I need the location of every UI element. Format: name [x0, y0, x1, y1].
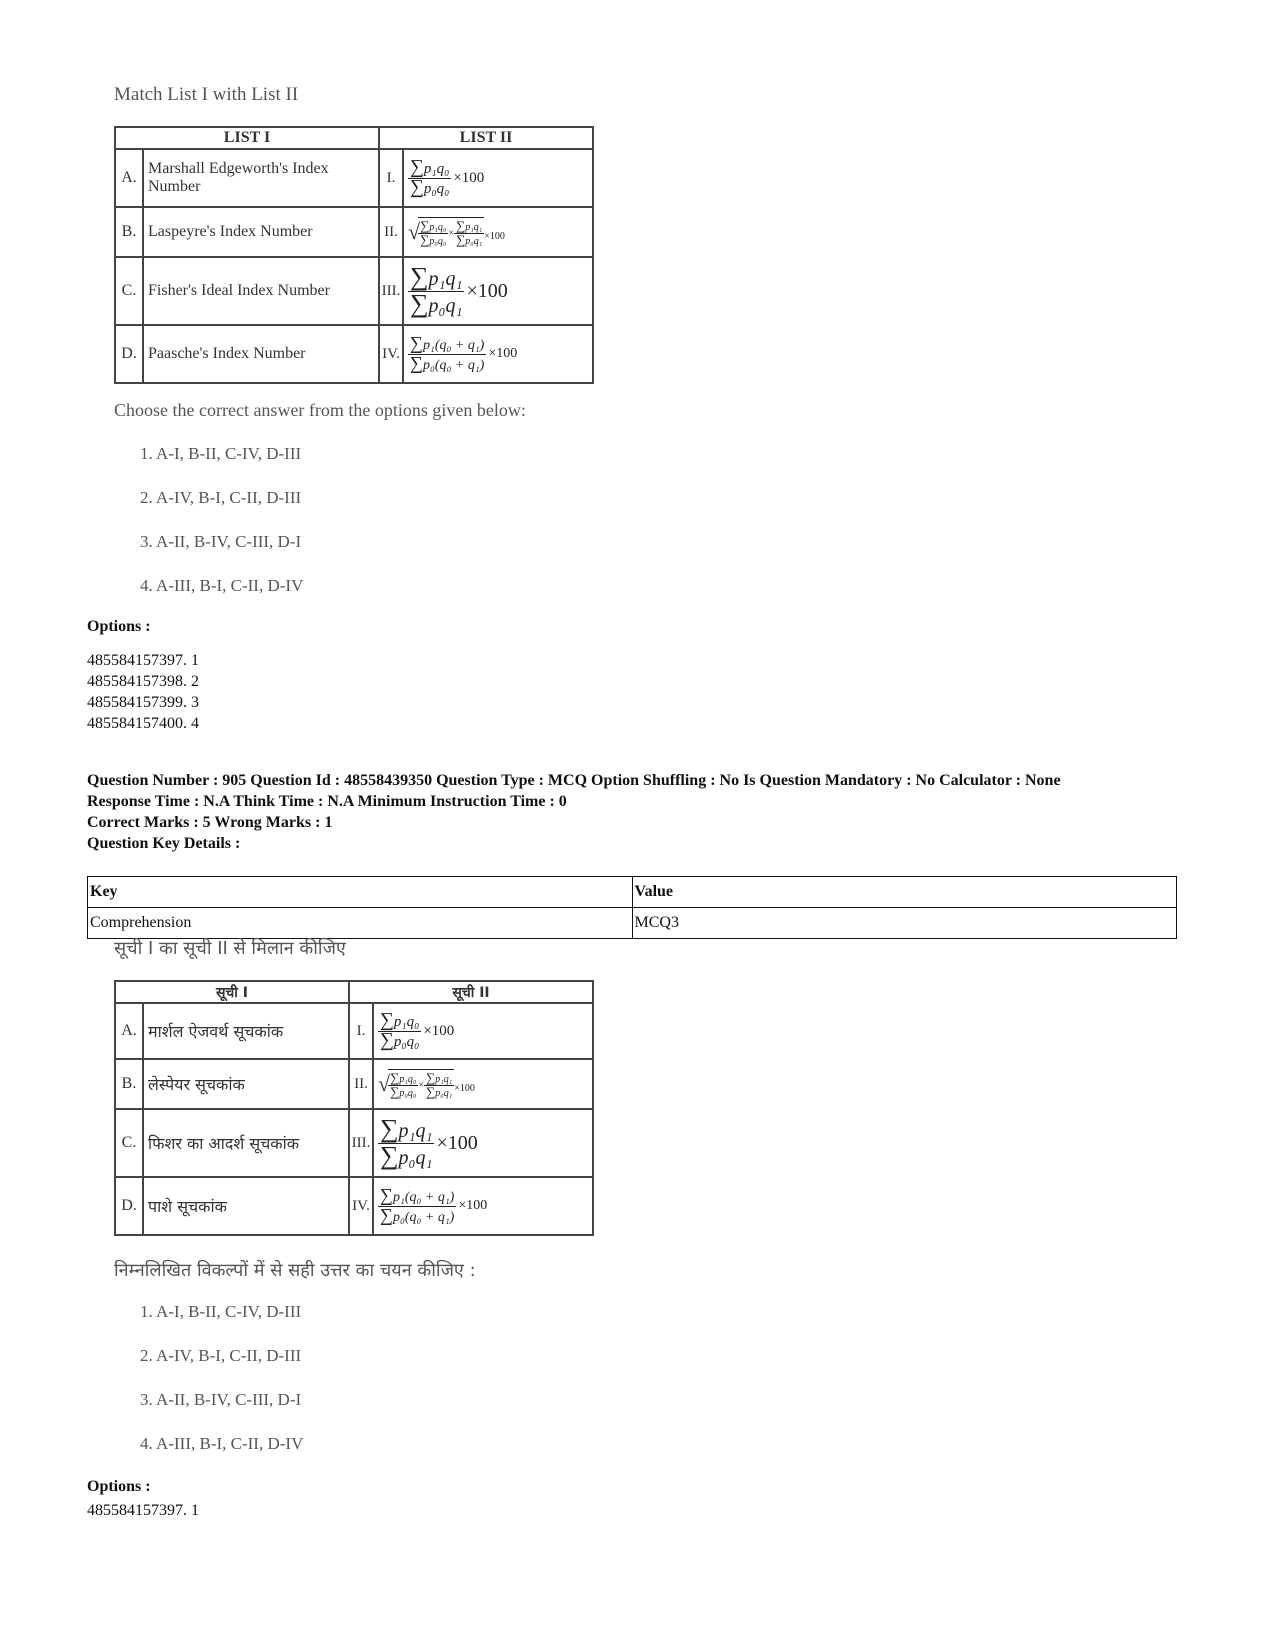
table-row	[115, 1059, 593, 1109]
row-description: पाशे सूचकांक	[143, 1177, 349, 1235]
formula-ii: √ $\frac{\text{∑p₁q₀}}{\text{∑p₀q₀}}$ × $\frac{\text{∑p₁q₁}}{\text{∑p₀q₁}}$ ×100	[373, 1059, 593, 1109]
answer-option: 4. A-III, B-I, C-II, D-IV	[140, 576, 304, 595]
row-description: फिशर का आदर्श सूचकांक	[143, 1109, 349, 1177]
formula-iv: $\frac{\text{∑p₁(q₀ + q₁)}}{\text{∑p₀(q₀ + q₁)}}$ ×100	[403, 325, 593, 383]
question-meta	[87, 770, 1061, 854]
answer-option: 2. A-IV, B-I, C-II, D-III	[140, 488, 302, 507]
q2-prompt: सूची I का सूची II से मिलान कीजिए	[114, 938, 346, 959]
row-roman: I.	[379, 149, 403, 207]
answer-option: 2. A-IV, B-I, C-II, D-III	[140, 1346, 302, 1365]
key-details-table	[87, 876, 1177, 939]
key-header: Key	[88, 877, 633, 908]
formula-iii: $\frac{\text{∑p₁q₁}}{\text{∑p₀q₁}}$ ×100	[403, 257, 593, 325]
q2-option-id-list	[87, 1500, 199, 1521]
row-roman: IV.	[379, 325, 403, 383]
row-roman: III.	[379, 257, 403, 325]
table-row	[115, 325, 593, 383]
q1-option-id-list	[87, 650, 199, 734]
formula-i: $\frac{\text{∑p₁q₀}}{\text{∑p₀q₀}}$ ×100	[373, 1003, 593, 1059]
meta-line-2: Response Time : N.A Think Time : N.A Minimum Instruction Time : 0	[87, 793, 567, 810]
value-cell: MCQ3	[632, 908, 1177, 939]
row-description: मार्शल ऐजवर्थ सूचकांक	[143, 1003, 349, 1059]
q1-list1-header: LIST I	[115, 127, 379, 149]
q2-list2-header: सूची II	[349, 981, 593, 1003]
formula-i: $\frac{\text{∑p₁q₀}}{\text{∑p₀q₀}}$ ×100	[403, 149, 593, 207]
answer-option: 3. A-II, B-IV, C-III, D-I	[140, 532, 302, 551]
row-description: Paasche's Index Number	[143, 325, 379, 383]
table-row	[115, 207, 593, 257]
table-row	[115, 149, 593, 207]
row-letter: D.	[115, 1177, 143, 1235]
formula-iv: $\frac{\text{∑p₁(q₀ + q₁)}}{\text{∑p₀(q₀ + q₁)}}$ ×100	[373, 1177, 593, 1235]
row-letter: B.	[115, 207, 143, 257]
row-letter: C.	[115, 1109, 143, 1177]
row-letter: D.	[115, 325, 143, 383]
row-roman: II.	[349, 1059, 373, 1109]
meta-line-1: Question Number : 905 Question Id : 48558439350 Question Type : MCQ Option Shuffling : No Is Question Mandatory : No Calculator : None	[87, 772, 1061, 789]
row-letter: A.	[115, 149, 143, 207]
row-letter: C.	[115, 257, 143, 325]
option-id: 485584157398. 2	[87, 673, 199, 690]
q2-list1-header: सूची I	[115, 981, 349, 1003]
answer-option: 3. A-II, B-IV, C-III, D-I	[140, 1390, 302, 1409]
q1-match-table	[114, 126, 594, 384]
row-description: Marshall Edgeworth's Index Number	[143, 149, 379, 207]
option-id: 485584157400. 4	[87, 715, 199, 732]
option-id: 485584157397. 1	[87, 1502, 199, 1519]
table-row	[88, 877, 1177, 908]
row-letter: A.	[115, 1003, 143, 1059]
q2-match-table	[114, 980, 594, 1236]
table-row	[115, 1003, 593, 1059]
table-row	[115, 257, 593, 325]
table-row	[115, 1177, 593, 1235]
q2-choose-text: निम्नलिखित विकल्पों में से सही उत्तर का चयन कीजिए :	[114, 1260, 476, 1281]
meta-line-3: Correct Marks : 5 Wrong Marks : 1	[87, 814, 333, 831]
value-header: Value	[632, 877, 1177, 908]
formula-ii: √ $\frac{\text{∑p₁q₀}}{\text{∑p₀q₀}}$ × $\frac{\text{∑p₁q₁}}{\text{∑p₀q₁}}$ ×100	[403, 207, 593, 257]
q1-list2-header: LIST II	[379, 127, 593, 149]
q2-options-label: Options :	[87, 1478, 151, 1495]
answer-option: 1. A-I, B-II, C-IV, D-III	[140, 444, 302, 463]
q1-options-label: Options :	[87, 618, 151, 635]
meta-line-4: Question Key Details :	[87, 835, 241, 852]
row-description: Laspeyre's Index Number	[143, 207, 379, 257]
q1-choose-text: Choose the correct answer from the options given below:	[114, 400, 526, 420]
row-roman: I.	[349, 1003, 373, 1059]
table-row	[88, 908, 1177, 939]
row-description: लेस्पेयर सूचकांक	[143, 1059, 349, 1109]
row-description: Fisher's Ideal Index Number	[143, 257, 379, 325]
row-roman: II.	[379, 207, 403, 257]
option-id: 485584157397. 1	[87, 652, 199, 669]
row-roman: III.	[349, 1109, 373, 1177]
option-id: 485584157399. 3	[87, 694, 199, 711]
key-cell: Comprehension	[88, 908, 633, 939]
row-letter: B.	[115, 1059, 143, 1109]
q1-prompt: Match List I with List II	[114, 84, 299, 105]
answer-option: 4. A-III, B-I, C-II, D-IV	[140, 1434, 304, 1453]
table-row	[115, 1109, 593, 1177]
formula-iii: $\frac{\text{∑p₁q₁}}{\text{∑p₀q₁}}$ ×100	[373, 1109, 593, 1177]
row-roman: IV.	[349, 1177, 373, 1235]
answer-option: 1. A-I, B-II, C-IV, D-III	[140, 1302, 302, 1321]
